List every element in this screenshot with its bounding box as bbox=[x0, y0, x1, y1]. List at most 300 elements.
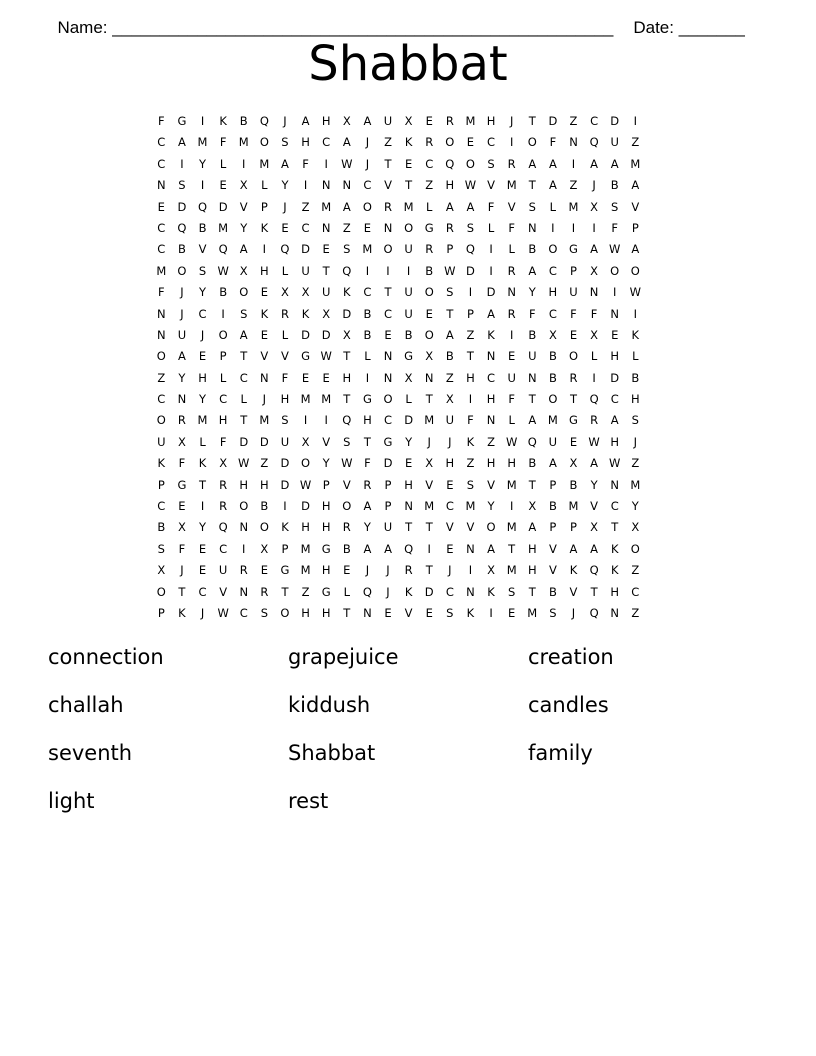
grid-letter[interactable]: Z bbox=[445, 370, 454, 385]
grid-letter[interactable]: M bbox=[630, 156, 641, 171]
grid-letter[interactable]: M bbox=[238, 135, 249, 150]
grid-letter[interactable]: H bbox=[321, 499, 331, 514]
grid-letter[interactable]: F bbox=[219, 135, 227, 150]
grid-letter[interactable]: R bbox=[177, 413, 186, 428]
grid-letter[interactable]: I bbox=[262, 242, 267, 257]
grid-letter[interactable]: E bbox=[219, 178, 227, 193]
grid-letter[interactable]: G bbox=[383, 434, 393, 449]
grid-letter[interactable]: B bbox=[239, 114, 248, 128]
grid-letter[interactable]: U bbox=[610, 135, 619, 150]
grid-letter[interactable]: I bbox=[427, 541, 431, 556]
grid-letter[interactable]: A bbox=[631, 242, 640, 257]
grid-letter[interactable]: V bbox=[239, 199, 248, 214]
grid-letter[interactable]: J bbox=[262, 392, 267, 407]
grid-letter[interactable]: A bbox=[445, 327, 454, 342]
grid-letter[interactable]: A bbox=[384, 541, 392, 556]
grid-letter[interactable]: R bbox=[507, 263, 516, 278]
grid-letter[interactable]: N bbox=[486, 349, 496, 364]
grid-letter[interactable]: P bbox=[466, 306, 474, 321]
grid-letter[interactable]: I bbox=[365, 370, 370, 385]
grid-letter[interactable]: M bbox=[259, 156, 270, 171]
grid-letter[interactable]: F bbox=[611, 220, 619, 235]
grid-letter[interactable]: H bbox=[342, 370, 352, 385]
grid-letter[interactable]: Z bbox=[342, 220, 351, 235]
grid-letter[interactable]: M bbox=[547, 413, 558, 428]
grid-letter[interactable]: L bbox=[240, 392, 247, 407]
grid-letter[interactable]: H bbox=[486, 392, 496, 407]
grid-letter[interactable]: A bbox=[363, 114, 372, 128]
grid-letter[interactable]: M bbox=[568, 499, 579, 514]
grid-letter[interactable]: T bbox=[528, 584, 536, 599]
grid-letter[interactable]: N bbox=[383, 220, 393, 235]
grid-letter[interactable]: M bbox=[321, 199, 332, 214]
grid-letter[interactable]: O bbox=[280, 605, 290, 620]
grid-letter[interactable]: C bbox=[425, 156, 434, 171]
grid-letter[interactable]: W bbox=[341, 156, 353, 171]
grid-letter[interactable]: X bbox=[342, 114, 351, 128]
name-field-label[interactable]: Name: _____________________________________________________ bbox=[57, 18, 614, 37]
grid-letter[interactable]: P bbox=[157, 605, 165, 620]
grid-letter[interactable]: C bbox=[487, 135, 496, 150]
grid-letter[interactable]: D bbox=[383, 456, 393, 471]
grid-letter[interactable]: I bbox=[200, 178, 205, 193]
grid-letter[interactable]: A bbox=[301, 114, 310, 128]
grid-letter[interactable]: Q bbox=[589, 563, 599, 578]
grid-letter[interactable]: F bbox=[157, 114, 165, 128]
grid-letter[interactable]: B bbox=[610, 178, 619, 193]
grid-letter[interactable]: I bbox=[509, 499, 514, 514]
grid-letter[interactable]: C bbox=[301, 220, 310, 235]
grid-letter[interactable]: I bbox=[509, 135, 514, 150]
grid-letter[interactable]: N bbox=[466, 541, 475, 556]
grid-letter[interactable]: O bbox=[259, 135, 269, 150]
grid-letter[interactable]: A bbox=[528, 413, 537, 428]
grid-letter[interactable]: D bbox=[466, 263, 475, 278]
grid-letter[interactable]: U bbox=[177, 327, 187, 342]
grid-letter[interactable]: M bbox=[465, 499, 476, 514]
grid-letter[interactable]: T bbox=[425, 520, 433, 535]
grid-letter[interactable]: V bbox=[548, 541, 557, 556]
grid-letter[interactable]: S bbox=[260, 605, 268, 620]
grid-letter[interactable]: C bbox=[590, 114, 599, 128]
grid-letter[interactable]: O bbox=[527, 135, 537, 150]
grid-letter[interactable]: U bbox=[321, 285, 331, 300]
grid-letter[interactable]: C bbox=[157, 135, 166, 150]
grid-letter[interactable]: C bbox=[383, 306, 393, 321]
grid-letter[interactable]: G bbox=[177, 114, 187, 128]
grid-letter[interactable]: A bbox=[590, 456, 599, 471]
grid-letter[interactable]: R bbox=[425, 135, 434, 150]
grid-letter[interactable]: O bbox=[548, 392, 558, 407]
grid-letter[interactable]: Y bbox=[199, 392, 207, 407]
grid-letter[interactable]: I bbox=[489, 242, 493, 257]
grid-letter[interactable]: C bbox=[610, 392, 619, 407]
grid-letter[interactable]: K bbox=[301, 306, 310, 321]
grid-letter[interactable]: A bbox=[363, 499, 372, 514]
grid-letter[interactable]: S bbox=[343, 434, 351, 449]
grid-letter[interactable]: U bbox=[404, 285, 413, 300]
grid-letter[interactable]: K bbox=[466, 434, 475, 449]
grid-letter[interactable]: C bbox=[157, 392, 166, 407]
grid-letter[interactable]: Q bbox=[589, 135, 599, 150]
grid-letter[interactable]: V bbox=[569, 584, 578, 599]
grid-letter[interactable]: P bbox=[157, 477, 165, 492]
grid-letter[interactable]: Z bbox=[631, 563, 640, 578]
grid-letter[interactable]: H bbox=[610, 434, 620, 449]
grid-letter[interactable]: X bbox=[219, 456, 228, 471]
grid-letter[interactable]: A bbox=[177, 135, 186, 150]
grid-letter[interactable]: G bbox=[321, 541, 331, 556]
grid-letter[interactable]: C bbox=[610, 499, 619, 514]
grid-letter[interactable]: Y bbox=[199, 285, 207, 300]
grid-letter[interactable]: E bbox=[446, 541, 454, 556]
grid-letter[interactable]: G bbox=[321, 584, 331, 599]
grid-letter[interactable]: G bbox=[569, 413, 578, 428]
grid-letter[interactable]: D bbox=[342, 306, 352, 321]
grid-letter[interactable]: T bbox=[240, 349, 248, 364]
grid-letter[interactable]: L bbox=[508, 413, 515, 428]
grid-letter[interactable]: P bbox=[219, 349, 227, 364]
grid-letter[interactable]: N bbox=[363, 605, 372, 620]
grid-letter[interactable]: T bbox=[343, 605, 351, 620]
grid-letter[interactable]: N bbox=[404, 499, 413, 514]
grid-letter[interactable]: N bbox=[383, 370, 393, 385]
grid-letter[interactable]: E bbox=[404, 156, 413, 171]
grid-letter[interactable]: S bbox=[281, 135, 289, 150]
grid-letter[interactable]: L bbox=[199, 434, 206, 449]
grid-letter[interactable]: K bbox=[219, 114, 227, 128]
grid-letter[interactable]: E bbox=[446, 477, 454, 492]
grid-letter[interactable]: U bbox=[383, 520, 393, 535]
grid-letter[interactable]: W bbox=[629, 285, 641, 300]
grid-letter[interactable]: V bbox=[404, 605, 413, 620]
grid-letter[interactable]: Z bbox=[157, 370, 166, 385]
grid-letter[interactable]: B bbox=[548, 584, 557, 599]
grid-letter[interactable]: G bbox=[301, 349, 311, 364]
grid-letter[interactable]: Z bbox=[466, 456, 475, 471]
grid-letter[interactable]: A bbox=[569, 541, 578, 556]
grid-letter[interactable]: Y bbox=[631, 499, 639, 514]
grid-letter[interactable]: C bbox=[157, 499, 166, 514]
grid-letter[interactable]: O bbox=[156, 349, 166, 364]
grid-letter[interactable]: C bbox=[363, 285, 372, 300]
grid-letter[interactable]: T bbox=[425, 392, 433, 407]
grid-letter[interactable]: Z bbox=[631, 605, 640, 620]
grid-letter[interactable]: S bbox=[446, 605, 454, 620]
grid-letter[interactable]: A bbox=[590, 541, 599, 556]
grid-letter[interactable]: N bbox=[610, 306, 620, 321]
grid-letter[interactable]: E bbox=[260, 563, 268, 578]
grid-letter[interactable]: B bbox=[260, 499, 269, 514]
grid-letter[interactable]: Q bbox=[589, 605, 599, 620]
grid-letter[interactable]: M bbox=[630, 477, 641, 492]
grid-letter[interactable]: T bbox=[405, 178, 413, 193]
grid-letter[interactable]: W bbox=[299, 477, 312, 492]
grid-letter[interactable]: I bbox=[489, 263, 493, 278]
grid-letter[interactable]: O bbox=[218, 327, 228, 342]
grid-letter[interactable]: X bbox=[301, 285, 310, 300]
grid-letter[interactable]: N bbox=[527, 220, 537, 235]
grid-letter[interactable]: N bbox=[424, 370, 434, 385]
grid-letter[interactable]: Z bbox=[569, 178, 578, 193]
grid-letter[interactable]: D bbox=[548, 114, 558, 128]
grid-letter[interactable]: P bbox=[570, 263, 577, 278]
grid-letter[interactable]: W bbox=[217, 263, 229, 278]
grid-letter[interactable]: O bbox=[486, 520, 496, 535]
grid-letter[interactable]: L bbox=[549, 199, 557, 214]
grid-letter[interactable]: I bbox=[592, 220, 596, 235]
grid-letter[interactable]: C bbox=[487, 370, 496, 385]
grid-letter[interactable]: B bbox=[548, 499, 557, 514]
grid-letter[interactable]: E bbox=[363, 220, 372, 235]
grid-letter[interactable]: C bbox=[157, 220, 166, 235]
grid-letter[interactable]: I bbox=[283, 499, 287, 514]
grid-letter[interactable]: H bbox=[445, 178, 455, 193]
grid-letter[interactable]: T bbox=[405, 520, 413, 535]
grid-letter[interactable]: R bbox=[445, 220, 454, 235]
grid-letter[interactable]: C bbox=[363, 178, 372, 193]
grid-letter[interactable]: D bbox=[610, 370, 620, 385]
grid-letter[interactable]: J bbox=[365, 563, 370, 578]
grid-letter[interactable]: I bbox=[571, 220, 576, 235]
grid-letter[interactable]: I bbox=[633, 114, 638, 128]
grid-letter[interactable]: T bbox=[178, 584, 186, 599]
grid-letter[interactable]: D bbox=[259, 434, 269, 449]
grid-letter[interactable]: N bbox=[239, 520, 249, 535]
grid-letter[interactable]: Q bbox=[404, 541, 414, 556]
grid-letter[interactable]: U bbox=[548, 434, 558, 449]
grid-letter[interactable]: V bbox=[281, 349, 289, 364]
grid-letter[interactable]: V bbox=[487, 178, 495, 193]
grid-letter[interactable]: M bbox=[300, 563, 311, 578]
grid-letter[interactable]: Q bbox=[197, 199, 208, 214]
grid-letter[interactable]: I bbox=[386, 263, 390, 278]
grid-letter[interactable]: M bbox=[465, 114, 476, 128]
grid-letter[interactable]: C bbox=[157, 156, 166, 171]
grid-letter[interactable]: Z bbox=[384, 135, 392, 150]
grid-letter[interactable]: C bbox=[198, 306, 207, 321]
grid-letter[interactable]: T bbox=[343, 392, 351, 407]
grid-letter[interactable]: O bbox=[362, 199, 372, 214]
grid-letter[interactable]: X bbox=[445, 392, 454, 407]
grid-letter[interactable]: I bbox=[200, 499, 205, 514]
grid-letter[interactable]: W bbox=[217, 605, 229, 620]
grid-letter[interactable]: H bbox=[610, 584, 620, 599]
grid-letter[interactable]: N bbox=[569, 135, 578, 150]
grid-letter[interactable]: I bbox=[613, 285, 617, 300]
grid-letter[interactable]: X bbox=[590, 327, 599, 342]
grid-letter[interactable]: N bbox=[466, 584, 475, 599]
grid-letter[interactable]: K bbox=[178, 605, 186, 620]
grid-letter[interactable]: T bbox=[446, 306, 454, 321]
grid-letter[interactable]: O bbox=[630, 263, 640, 278]
grid-letter[interactable]: P bbox=[281, 541, 289, 556]
grid-letter[interactable]: D bbox=[177, 199, 187, 214]
grid-letter[interactable]: A bbox=[590, 242, 599, 257]
grid-letter[interactable]: L bbox=[364, 349, 371, 364]
grid-letter[interactable]: N bbox=[383, 349, 393, 364]
grid-letter[interactable]: K bbox=[466, 605, 475, 620]
grid-letter[interactable]: Y bbox=[487, 499, 495, 514]
grid-letter[interactable]: M bbox=[506, 563, 517, 578]
grid-letter[interactable]: R bbox=[507, 306, 516, 321]
grid-letter[interactable]: V bbox=[590, 499, 599, 514]
grid-letter[interactable]: K bbox=[631, 327, 640, 342]
grid-letter[interactable]: X bbox=[548, 327, 557, 342]
grid-letter[interactable]: T bbox=[569, 392, 577, 407]
grid-letter[interactable]: J bbox=[283, 199, 287, 214]
grid-letter[interactable]: D bbox=[280, 456, 290, 471]
grid-letter[interactable]: K bbox=[487, 327, 495, 342]
grid-letter[interactable]: E bbox=[301, 370, 310, 385]
grid-letter[interactable]: B bbox=[528, 327, 537, 342]
grid-letter[interactable]: Z bbox=[301, 584, 310, 599]
grid-letter[interactable]: F bbox=[487, 199, 495, 214]
grid-letter[interactable]: C bbox=[239, 370, 248, 385]
grid-letter[interactable]: T bbox=[528, 178, 536, 193]
grid-letter[interactable]: I bbox=[242, 541, 246, 556]
grid-letter[interactable]: P bbox=[549, 477, 557, 492]
grid-letter[interactable]: X bbox=[239, 178, 248, 193]
grid-letter[interactable]: V bbox=[548, 563, 557, 578]
grid-letter[interactable]: V bbox=[445, 520, 454, 535]
grid-letter[interactable]: Y bbox=[199, 156, 207, 171]
grid-letter[interactable]: P bbox=[384, 499, 392, 514]
grid-letter[interactable]: H bbox=[486, 456, 496, 471]
grid-letter[interactable]: H bbox=[466, 370, 475, 385]
grid-letter[interactable]: M bbox=[424, 413, 435, 428]
grid-letter[interactable]: G bbox=[362, 392, 372, 407]
grid-letter[interactable]: J bbox=[427, 434, 431, 449]
grid-letter[interactable]: K bbox=[198, 456, 207, 471]
grid-letter[interactable]: K bbox=[610, 563, 619, 578]
grid-letter[interactable]: M bbox=[259, 413, 270, 428]
grid-letter[interactable]: F bbox=[178, 541, 186, 556]
grid-letter[interactable]: H bbox=[527, 563, 537, 578]
grid-letter[interactable]: N bbox=[610, 477, 620, 492]
grid-letter[interactable]: W bbox=[464, 178, 477, 193]
grid-letter[interactable]: D bbox=[301, 327, 310, 342]
grid-letter[interactable]: N bbox=[589, 285, 599, 300]
grid-letter[interactable]: H bbox=[280, 392, 290, 407]
grid-letter[interactable]: A bbox=[281, 156, 289, 171]
grid-letter[interactable]: Q bbox=[362, 584, 372, 599]
grid-letter[interactable]: L bbox=[281, 263, 289, 278]
grid-letter[interactable]: I bbox=[180, 156, 184, 171]
grid-letter[interactable]: Z bbox=[301, 199, 310, 214]
grid-letter[interactable]: T bbox=[466, 349, 474, 364]
grid-letter[interactable]: X bbox=[404, 370, 413, 385]
grid-letter[interactable]: I bbox=[509, 327, 514, 342]
grid-letter[interactable]: A bbox=[466, 199, 475, 214]
grid-letter[interactable]: A bbox=[548, 456, 557, 471]
grid-letter[interactable]: H bbox=[301, 520, 310, 535]
grid-letter[interactable]: J bbox=[592, 178, 596, 193]
grid-letter[interactable]: Z bbox=[631, 456, 640, 471]
grid-letter[interactable]: C bbox=[322, 135, 331, 150]
grid-letter[interactable]: O bbox=[610, 263, 620, 278]
grid-letter[interactable]: H bbox=[486, 114, 496, 128]
grid-letter[interactable]: C bbox=[631, 584, 640, 599]
grid-letter[interactable]: P bbox=[549, 520, 557, 535]
grid-letter[interactable]: W bbox=[505, 434, 518, 449]
grid-letter[interactable]: J bbox=[386, 563, 390, 578]
grid-letter[interactable]: S bbox=[631, 413, 639, 428]
grid-letter[interactable]: B bbox=[631, 370, 640, 385]
grid-letter[interactable]: J bbox=[180, 306, 184, 321]
grid-letter[interactable]: O bbox=[342, 499, 352, 514]
grid-letter[interactable]: O bbox=[177, 263, 187, 278]
grid-letter[interactable]: M bbox=[197, 135, 208, 150]
grid-letter[interactable]: O bbox=[383, 392, 393, 407]
grid-letter[interactable]: M bbox=[424, 499, 435, 514]
grid-letter[interactable]: H bbox=[610, 349, 620, 364]
grid-letter[interactable]: B bbox=[528, 456, 537, 471]
grid-letter[interactable]: K bbox=[404, 135, 413, 150]
grid-letter[interactable]: B bbox=[548, 349, 557, 364]
grid-letter[interactable]: V bbox=[425, 477, 434, 492]
grid-letter[interactable]: J bbox=[365, 156, 370, 171]
grid-letter[interactable]: S bbox=[466, 220, 475, 235]
grid-letter[interactable]: A bbox=[590, 156, 599, 171]
grid-letter[interactable]: U bbox=[569, 285, 578, 300]
grid-letter[interactable]: S bbox=[487, 156, 495, 171]
grid-letter[interactable]: O bbox=[630, 541, 640, 556]
grid-letter[interactable]: U bbox=[404, 306, 413, 321]
grid-letter[interactable]: I bbox=[468, 563, 473, 578]
grid-letter[interactable]: C bbox=[383, 413, 393, 428]
grid-letter[interactable]: C bbox=[219, 541, 228, 556]
grid-letter[interactable]: K bbox=[487, 584, 495, 599]
grid-letter[interactable]: Q bbox=[342, 413, 352, 428]
grid-letter[interactable]: X bbox=[404, 114, 413, 128]
grid-letter[interactable]: H bbox=[445, 456, 455, 471]
grid-letter[interactable]: J bbox=[200, 327, 205, 342]
grid-letter[interactable]: F bbox=[302, 156, 309, 171]
grid-letter[interactable]: E bbox=[611, 327, 619, 342]
grid-letter[interactable]: M bbox=[362, 242, 373, 257]
grid-letter[interactable]: B bbox=[528, 242, 537, 257]
grid-letter[interactable]: Z bbox=[260, 456, 269, 471]
grid-letter[interactable]: Q bbox=[342, 263, 352, 278]
grid-letter[interactable]: J bbox=[200, 605, 205, 620]
grid-letter[interactable]: V bbox=[260, 349, 269, 364]
grid-letter[interactable]: D bbox=[486, 285, 496, 300]
grid-letter[interactable]: C bbox=[157, 242, 166, 257]
grid-letter[interactable]: B bbox=[569, 477, 578, 492]
grid-letter[interactable]: V bbox=[507, 199, 516, 214]
grid-letter[interactable]: F bbox=[364, 456, 371, 471]
grid-letter[interactable]: K bbox=[610, 541, 619, 556]
grid-letter[interactable]: Q bbox=[465, 242, 475, 257]
grid-letter[interactable]: P bbox=[384, 477, 392, 492]
grid-letter[interactable]: W bbox=[341, 456, 353, 471]
grid-letter[interactable]: D bbox=[301, 499, 310, 514]
grid-letter[interactable]: R bbox=[342, 520, 351, 535]
grid-letter[interactable]: T bbox=[384, 156, 392, 171]
grid-letter[interactable]: X bbox=[528, 499, 537, 514]
grid-letter[interactable]: C bbox=[548, 306, 557, 321]
grid-letter[interactable]: O bbox=[568, 349, 579, 364]
grid-letter[interactable]: B bbox=[342, 541, 351, 556]
grid-letter[interactable]: W bbox=[588, 434, 600, 449]
grid-letter[interactable]: T bbox=[199, 477, 207, 492]
grid-letter[interactable]: G bbox=[177, 477, 187, 492]
grid-letter[interactable]: M bbox=[218, 220, 229, 235]
grid-letter[interactable]: Q bbox=[280, 242, 290, 257]
grid-letter[interactable]: K bbox=[157, 456, 166, 471]
grid-letter[interactable]: R bbox=[239, 563, 248, 578]
